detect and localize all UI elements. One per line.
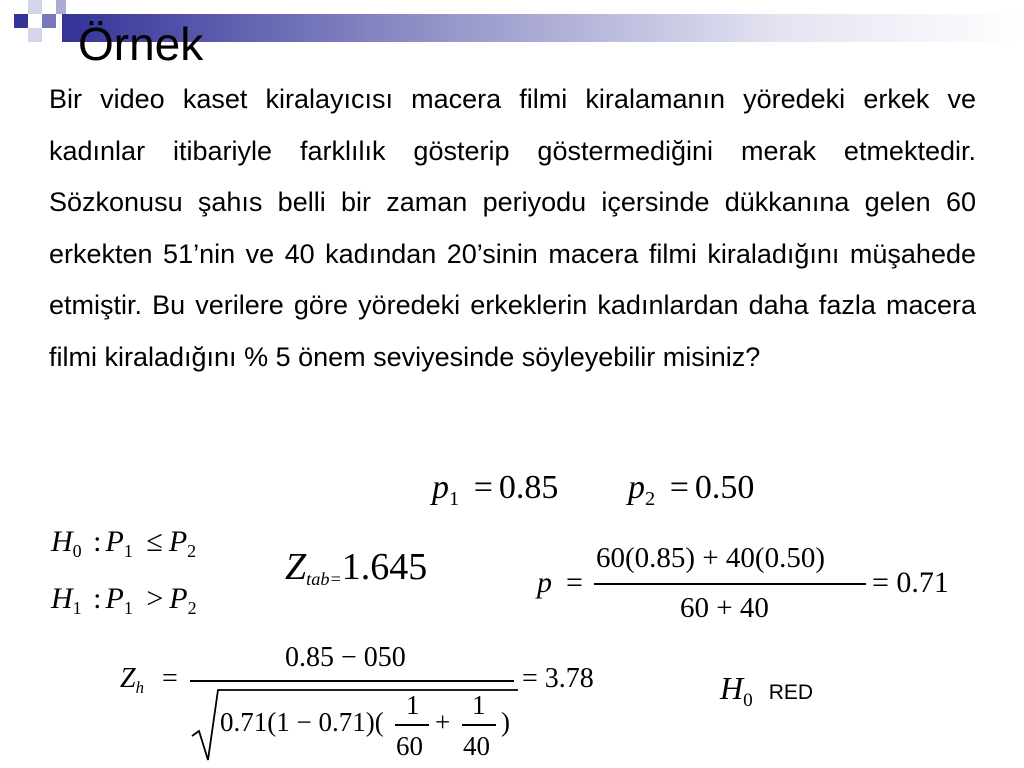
deco-square-light bbox=[28, 0, 42, 14]
zh-result: = 3.78 bbox=[522, 663, 594, 694]
zh-f1-bar bbox=[395, 724, 429, 726]
pooled-p-denominator: 60 + 40 bbox=[680, 592, 769, 624]
pooled-p-result: = 0.71 bbox=[872, 566, 949, 599]
pooled-p-eq: = bbox=[566, 566, 583, 599]
problem-text: Bir video kaset kiralayıcısı macera filmi kiralamanın yöredeki erkek ve kadınlar itibariyle farklılık gösterip göstermediğini merak etmektedir. Sözkonusu şahıs belli bir zaman periyodu içersinde dükkanına gelen 60 erkekten 51’nin ve 40 kadından 20’sinin macera filmi kiraladığını müşahede etmiştir. Bu verilere göre yöredeki erkeklerin kadınlardan daha fazla macera filmi kiraladığını % 5 önem seviyesinde söyleyebilir misiniz? bbox=[49, 84, 976, 372]
pooled-p-symbol: p bbox=[537, 566, 552, 599]
zh-f1-den: 60 bbox=[396, 731, 423, 761]
deco-square-mid bbox=[42, 14, 56, 28]
zh-f2-num: 1 bbox=[472, 690, 486, 720]
hypothesis-h1: $H_1$ : $P_1 > P_2$ bbox=[51, 582, 197, 619]
decision-h0-red: $H_0$ RED bbox=[720, 670, 814, 711]
pooled-p-numerator: 60(0.85) + 40(0.50) bbox=[596, 542, 825, 574]
pooled-p-fraction-bar bbox=[594, 583, 866, 585]
deco-square-mid-2 bbox=[56, 0, 66, 14]
formula-p2: $p_2 = 0.50$ bbox=[628, 469, 755, 511]
zh-root-prefix: 0.71(1 − 0.71)( bbox=[220, 707, 384, 737]
deco-square-dark bbox=[14, 14, 28, 28]
zh-f2-den: 40 bbox=[463, 731, 490, 761]
zh-f1-num: 1 bbox=[406, 690, 420, 720]
header-gradient-band bbox=[62, 14, 1024, 42]
zh-eq: = bbox=[162, 663, 178, 694]
zh-root-suffix: ) bbox=[501, 707, 510, 737]
zh-symbol: $Z_h$ bbox=[120, 663, 144, 697]
hypothesis-h0: $H_0$ : $P_1 \le P_2$ bbox=[51, 525, 197, 562]
formula-ztab: Ztab=1.645 bbox=[285, 546, 428, 590]
zh-fraction-bar bbox=[190, 680, 514, 682]
zh-plus: + bbox=[435, 707, 451, 737]
formula-p1: $p_1 = 0.85$ bbox=[432, 469, 559, 511]
deco-square-light-2 bbox=[28, 28, 42, 42]
zh-numerator: 0.85 − 050 bbox=[285, 642, 406, 673]
zh-f2-bar bbox=[462, 724, 496, 726]
slide-title: Örnek bbox=[78, 18, 204, 70]
